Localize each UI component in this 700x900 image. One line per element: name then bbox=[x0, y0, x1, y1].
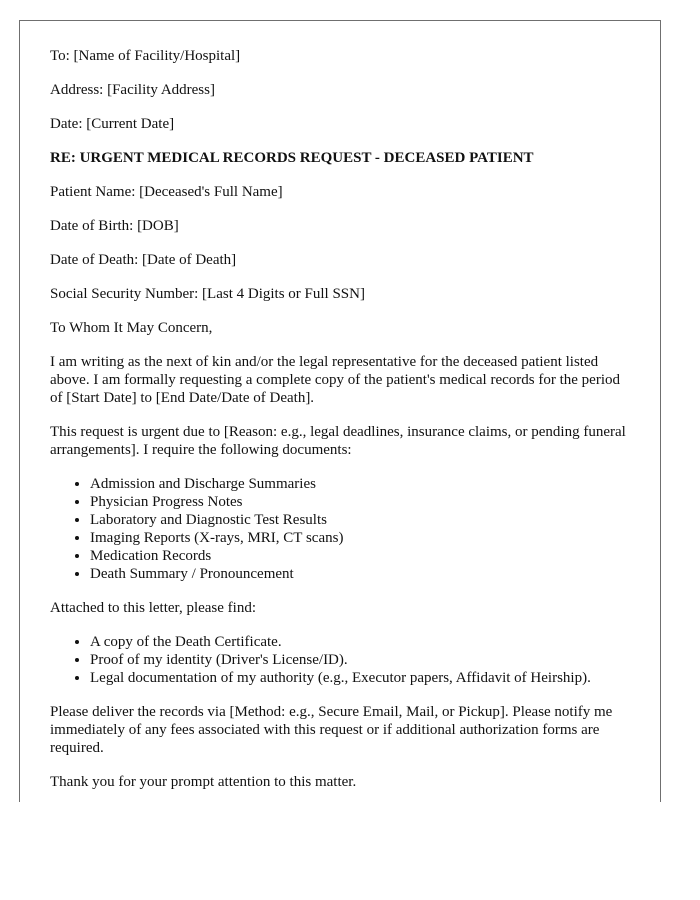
address-line: Address: [Facility Address] bbox=[50, 82, 215, 98]
salutation: To Whom It May Concern, bbox=[50, 320, 213, 336]
list-item: • Medication Records bbox=[90, 547, 630, 565]
list-item: • A copy of the Death Certificate. bbox=[90, 633, 630, 651]
delivery-paragraph: Please deliver the records via [Method: e.g., Secure Email, Mail, or Pickup]. Please notify me immediately of any fees associated with this request or if additional authorization forms are required. bbox=[50, 704, 613, 756]
date-of-birth-line: Date of Birth: [DOB] bbox=[50, 218, 179, 234]
attachments-list bbox=[50, 633, 630, 687]
urgency-paragraph: This request is urgent due to [Reason: e.g., legal deadlines, insurance claims, or pending funeral arrangements]. I require the following documents: bbox=[50, 424, 626, 458]
list-item: • Legal documentation of my authority (e.g., Executor papers, Affidavit of Heirship). bbox=[90, 669, 630, 687]
subject-line: RE: URGENT MEDICAL RECORDS REQUEST - DECEASED PATIENT bbox=[50, 150, 534, 166]
list-item: • Admission and Discharge Summaries bbox=[90, 475, 630, 493]
ssn-line: Social Security Number: [Last 4 Digits or Full SSN] bbox=[50, 286, 365, 302]
list-item: • Physician Progress Notes bbox=[90, 493, 630, 511]
letter-page bbox=[19, 20, 661, 802]
date-of-death-line: Date of Death: [Date of Death] bbox=[50, 252, 237, 268]
intro-paragraph: I am writing as the next of kin and/or the legal representative for the deceased patient listed above. I am formally requesting a complete copy of the patient's medical records for the period of [Start Date] to [End Date/Date of Death]. bbox=[50, 354, 620, 406]
recipient-line: To: [Name of Facility/Hospital] bbox=[50, 48, 241, 64]
requested-documents-list bbox=[50, 475, 630, 583]
list-item: • Death Summary / Pronouncement bbox=[90, 565, 630, 583]
date-line: Date: [Current Date] bbox=[50, 116, 175, 132]
attachments-intro: Attached to this letter, please find: bbox=[50, 600, 257, 616]
patient-name-line: Patient Name: [Deceased's Full Name] bbox=[50, 184, 283, 200]
list-item: • Laboratory and Diagnostic Test Results bbox=[90, 511, 630, 529]
thanks-line: Thank you for your prompt attention to this matter. bbox=[50, 774, 357, 790]
list-item: • Proof of my identity (Driver's License/ID). bbox=[90, 651, 630, 669]
list-item: • Imaging Reports (X-rays, MRI, CT scans) bbox=[90, 529, 630, 547]
